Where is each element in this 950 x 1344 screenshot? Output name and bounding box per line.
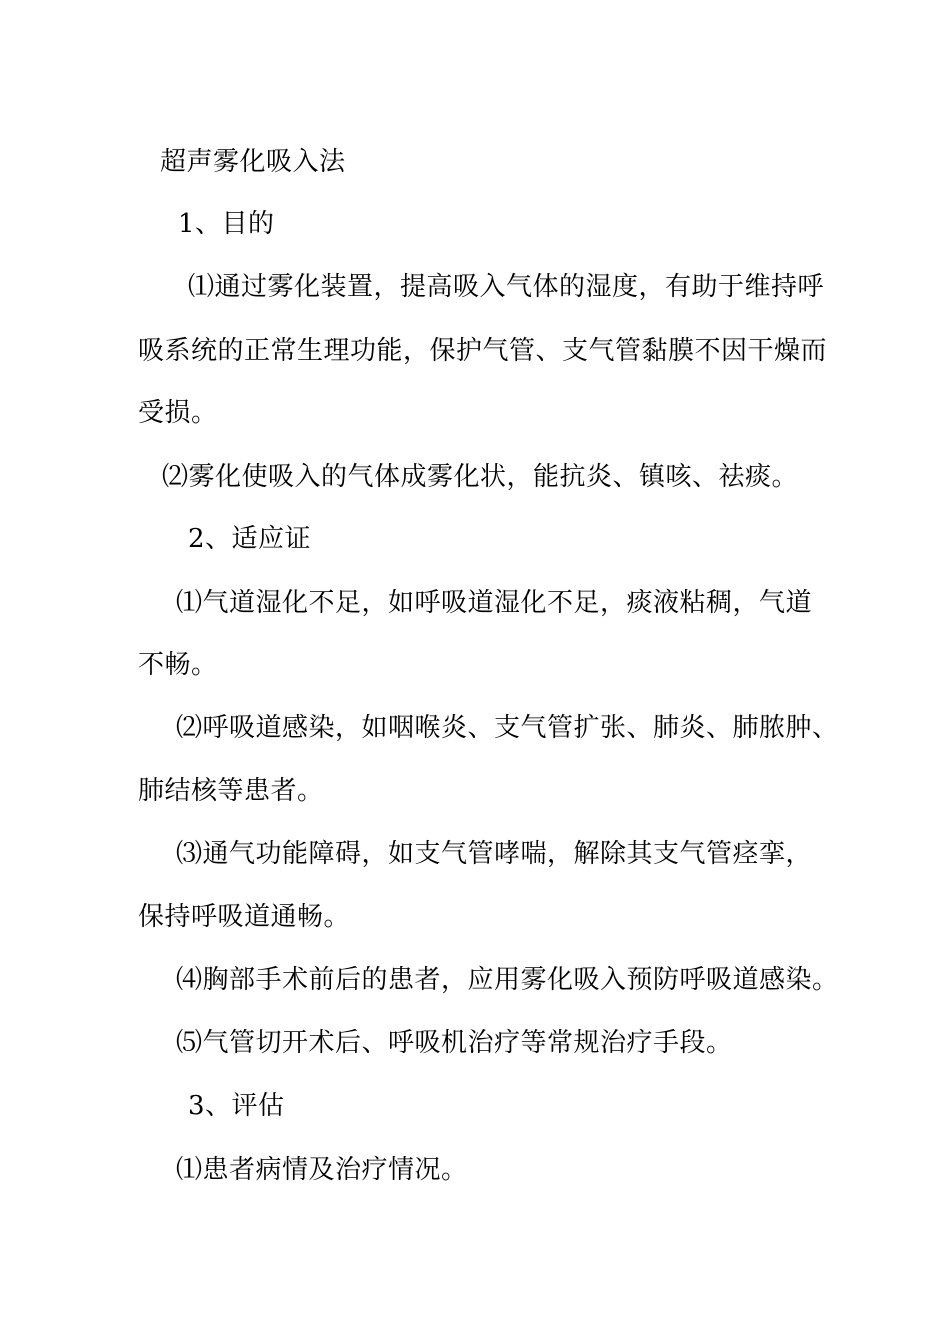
list-item-line: 肺结核等患者。 (138, 776, 324, 806)
list-item-line: ⑴气道湿化不足，如呼吸道湿化不足，痰液粘稠，气道 (176, 588, 813, 618)
section-heading-assessment: 3、评估 (188, 1091, 285, 1121)
list-item-line: ⑶通气功能障碍，如支气管哮喘，解除其支气管痉挛， (176, 839, 813, 869)
section-heading-indications: 2、适应证 (188, 524, 312, 554)
paragraph-line: ⑴通过雾化装置，提高吸入气体的湿度，有助于维持呼 (188, 272, 825, 302)
list-item-line: 保持呼吸道通畅。 (138, 902, 351, 932)
paragraph-line: 受损。 (138, 398, 218, 428)
list-item-line: ⑷胸部手术前后的患者，应用雾化吸入预防呼吸道感染。 (176, 965, 839, 995)
list-item-line: 不畅。 (138, 650, 218, 680)
list-item-line: ⑴患者病情及治疗情况。 (176, 1155, 468, 1185)
document-title: 超声雾化吸入法 (160, 147, 346, 177)
section-heading-purpose: 1、目的 (178, 209, 275, 239)
list-item-line: ⑸气管切开术后、呼吸机治疗等常规治疗手段。 (176, 1028, 733, 1058)
paragraph-line: ⑵雾化使吸入的气体成雾化状，能抗炎、镇咳、祛痰。 (162, 462, 799, 492)
list-item-line: ⑵呼吸道感染，如咽喉炎、支气管扩张、肺炎、肺脓肿、 (176, 713, 839, 743)
paragraph-line: 吸系统的正常生理功能，保护气管、支气管黏膜不因干燥而 (138, 336, 828, 366)
